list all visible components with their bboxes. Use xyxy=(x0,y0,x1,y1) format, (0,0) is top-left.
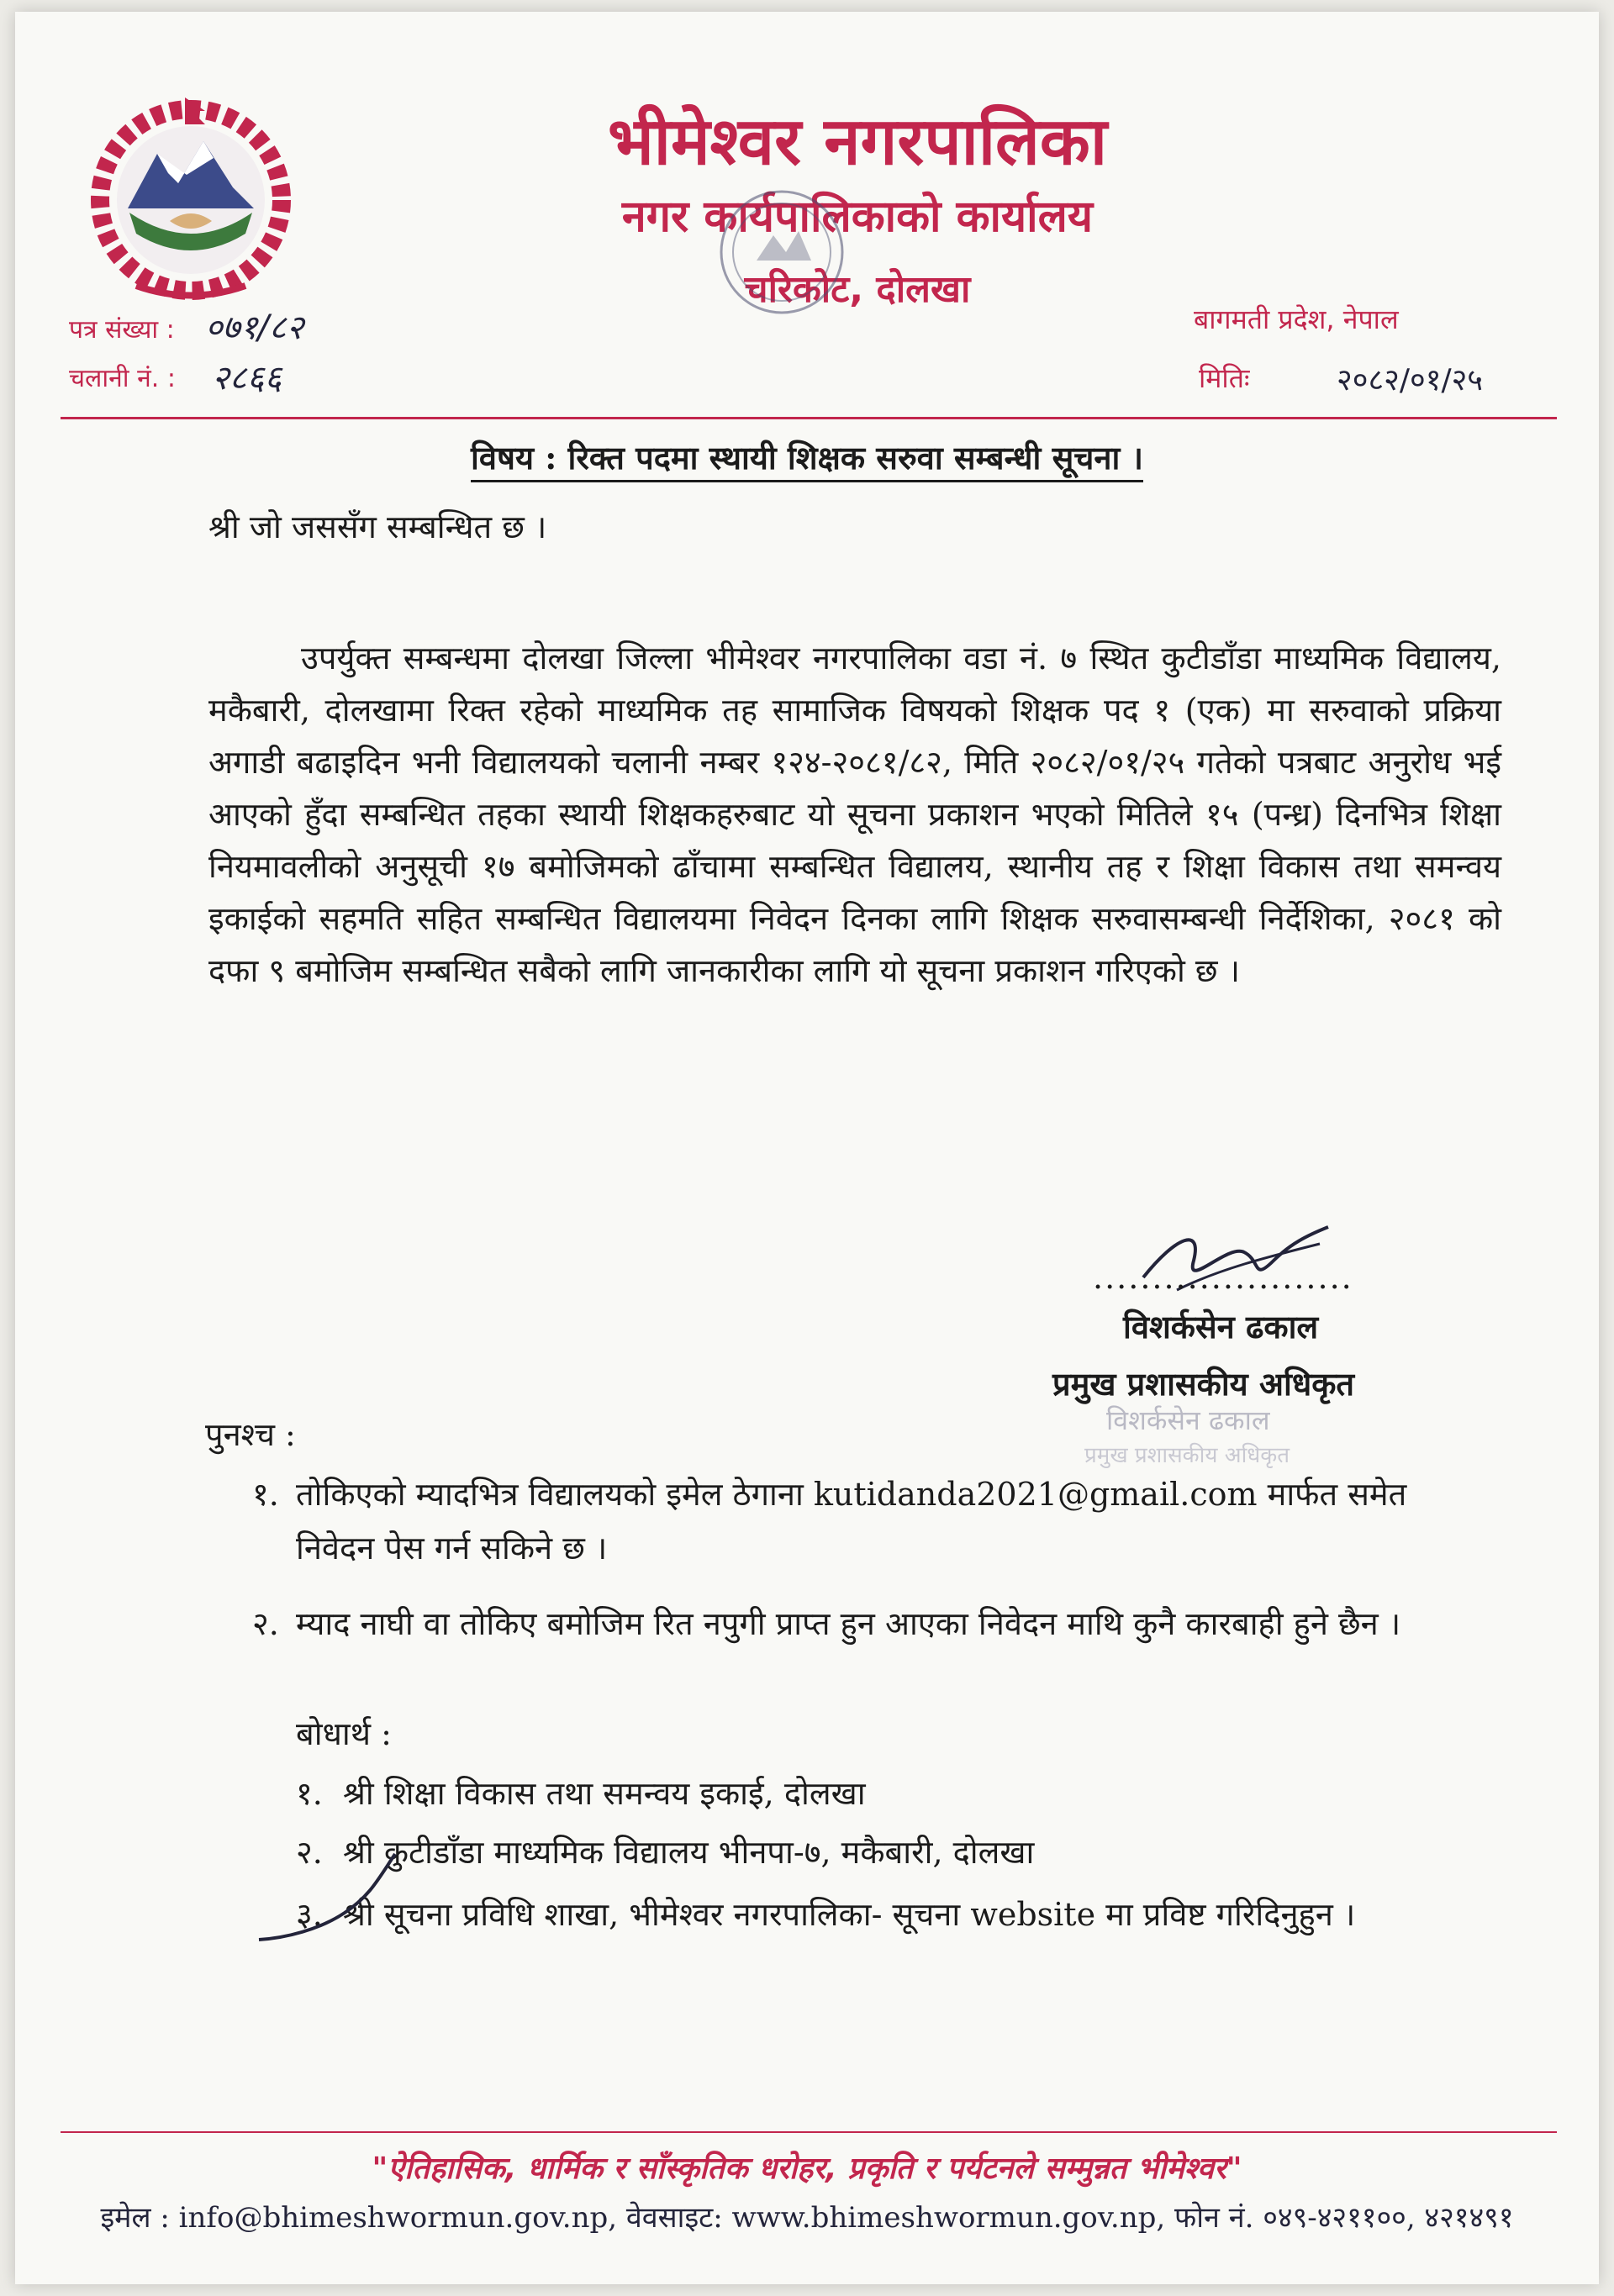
dispatch-number-label: चलानी नं. : xyxy=(69,364,176,393)
signatory-name: विशर्कसेन ढकाल xyxy=(1123,1308,1319,1345)
postscript-item-text: तोकिएको म्यादभित्र विद्यालयको इमेल ठेगाना kutidanda2021@gmail.com मार्फत समेत xyxy=(296,1476,1407,1513)
cc-item-text: श्री कुटीडाँडा माध्यमिक विद्यालय भीनपा-७, मकैबारी, दोलखा xyxy=(343,1834,1035,1871)
pen-stroke-mark xyxy=(252,1846,404,1946)
footer-contact: इमेल : info@bhimeshwormun.gov.np, वेवसाइट: www.bhimeshwormun.gov.np, फोन नं. ०४९-४२११००, ४२१४९१ xyxy=(100,2201,1514,2235)
notice-body: उपर्युक्त सम्बन्धमा दोलखा जिल्ला भीमेश्वर नगरपालिका वडा नं. ७ स्थित कुटीडाँडा माध्यमिक विद्यालय, मकैबारी, दोलखामा रिक्त रहेको माध्यमिक तह सामाजिक विषयको शिक्षक पद १ (एक) मा सरुवाको प्रक्रिया अगाडी बढाइदिन भनी विद्यालयको चलानी नम्बर १२४-२०८१/८२, मिति २०८२/०१/२५ गतेको पत्रबाट अनुरोध भई आएको हुँदा सम्बन्धित तहका स्थायी शिक्षकहरुबाट यो सूचना प्रकाशन भएको मितिले १५ (पन्ध्र) दिनभित्र शिक्षा नियमावलीको अनुसूची १७ बमोजिमको ढाँचामा सम्बन्धित विद्यालय, स्थानीय तह र शिक्षा विकास तथा समन्वय इकाईको सहमति सहित सम्बन्धित विद्यालयमा निवेदन दिनका लागि शिक्षक सरुवासम्बन्धी निर्देशिका, २०८१ को दफा ९ बमोजिम सम्बन्धित सबैको लागि जानकारीका लागि यो सूचना प्रकाशन गरिएको छ । xyxy=(208,640,1501,989)
letter-number-label: पत्र संख्या : xyxy=(69,315,175,345)
subject-line xyxy=(0,435,1614,479)
province-label: बागमती प्रदेश, नेपाल xyxy=(1194,303,1399,335)
postscript-item-number: १. xyxy=(252,1476,279,1513)
cc-item-number: २. xyxy=(296,1834,323,1871)
signature-line: ...................... xyxy=(1093,1259,1353,1296)
signatory-seal-name: विशर्कसेन ढकाल xyxy=(1106,1404,1270,1436)
date-value: २०८२/०१/२५ xyxy=(1337,363,1484,398)
office-name: नगर कार्यपालिकाको कार्यालय xyxy=(621,192,1094,242)
signatory-title: प्रमुख प्रशासकीय अधिकृत xyxy=(1052,1365,1355,1403)
office-stamp-icon xyxy=(664,160,899,412)
dispatch-number-value: २८६६ xyxy=(212,359,282,398)
cc-item-number: १. xyxy=(296,1775,323,1812)
cc-item-text: श्री सूचना प्रविधि शाखा, भीमेश्वर नगरपालिका- सूचना website मा प्रविष्ट गरिदिनुहुन । xyxy=(343,1896,1356,1933)
postscript-item-text: म्याद नाघी वा तोकिए बमोजिम रित नपुगी प्राप्त हुन आएका निवेदन माथि कुनै कारबाही हुने छैन । xyxy=(296,1605,1401,1642)
postscript-item-continuation: निवेदन पेस गर्न सकिने छ । xyxy=(296,1530,608,1567)
municipality-name: भीमेश्वर नगरपालिका xyxy=(607,104,1108,180)
cc-item-text: श्री शिक्षा विकास तथा समन्वय इकाई, दोलखा xyxy=(343,1775,866,1812)
postscript-item-number: २. xyxy=(252,1605,279,1642)
office-location: चरिकोट, दोलखा xyxy=(744,268,971,311)
signatory-seal-title: प्रमुख प्रशासकीय अधिकृत xyxy=(1084,1443,1290,1468)
salutation: श्री जो जससँग सम्बन्धित छ । xyxy=(208,508,547,545)
cc-label: बोधार्थ : xyxy=(296,1715,392,1752)
cc-item-number: ३. xyxy=(296,1896,323,1933)
header-divider xyxy=(61,417,1557,419)
letter-number-value: ०७१/८२ xyxy=(205,308,304,347)
date-label: मितिः xyxy=(1199,362,1250,394)
footer-divider xyxy=(61,2131,1557,2133)
subject-text: विषय : रिक्त पदमा स्थायी शिक्षक सरुवा सम्बन्धी सूचना । xyxy=(471,439,1143,482)
postscript-label: पुनश्च : xyxy=(205,1416,296,1453)
footer-motto: "ऐतिहासिक, धार्मिक र साँस्कृतिक धरोहर, प्रकृति र पर्यटनले सम्मुन्नत भीमेश्वर" xyxy=(372,2151,1242,2186)
